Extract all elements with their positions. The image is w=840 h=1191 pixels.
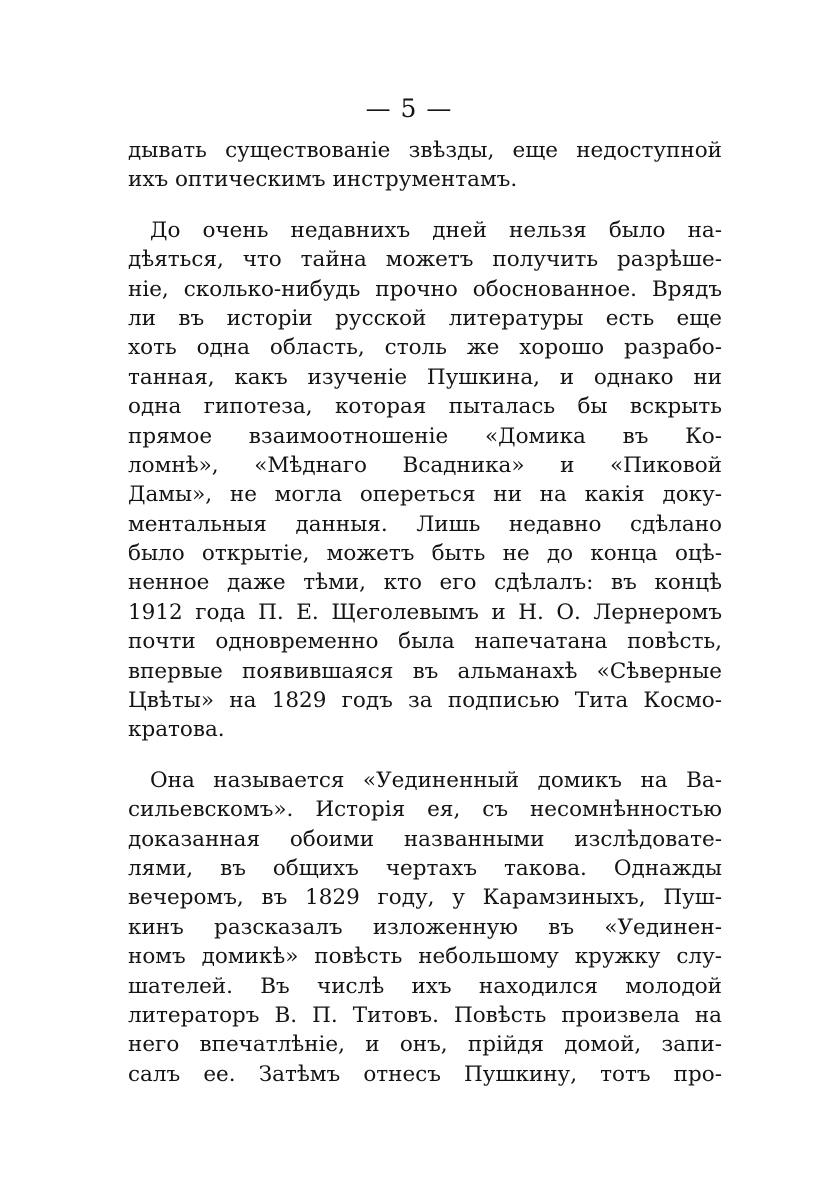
text-line: было открытіе, можетъ быть не до конца оцѣ- (128, 541, 722, 567)
text-line: Дамы», не могла опереться ни на какія доку- (128, 482, 722, 508)
text-line: лями, въ общихъ чертахъ такова. Однажды (128, 855, 722, 881)
text-line: литераторъ В. П. Титовъ. Повѣсть произвела на (128, 1002, 722, 1028)
page-number: — 5 — (365, 94, 453, 123)
text-line: танная, какъ изученіе Пушкина, и однако ни (128, 364, 722, 390)
text-line: ихъ оптическимъ инструментамъ. (128, 167, 518, 193)
text-line: кратова. (128, 717, 225, 743)
text-line: дѣяться, что тайна можетъ получить разрѣше- (128, 247, 722, 273)
text-line: вечеромъ, въ 1829 году, у Карамзиныхъ, Пуш- (128, 885, 722, 911)
text-line: сильевскомъ». Исторія ея, съ несомнѣнностью (128, 797, 722, 823)
text-line: впервые появившаяся въ альманахѣ «Сѣверные (128, 658, 722, 684)
text-line: одна гипотеза, которая пыталась бы вскрыть (128, 394, 722, 420)
text-line: ненное даже тѣми, кто его сдѣлалъ: въ концѣ (128, 570, 722, 596)
text-line: ли въ исторіи русской литературы есть еще (128, 305, 722, 331)
paragraph-gap (128, 745, 722, 766)
body-text (128, 136, 722, 1089)
text-line: ніе, сколько-нибудь прочно обоснованное. Врядъ (128, 276, 722, 302)
text-line: шателей. Въ числѣ ихъ находился молодой (128, 973, 722, 999)
text-line: ломнѣ», «Мѣднаго Всадника» и «Пиковой (128, 452, 722, 478)
text-line: ментальныя данныя. Лишь недавно сдѣлано (128, 511, 722, 537)
text-line: номъ домикѣ» повѣсть небольшому кружку слу- (128, 944, 722, 970)
text-line: почти одновременно была напечатана повѣсть, (128, 629, 722, 655)
text-line: прямое взаимоотношеніе «Домика въ Ко- (128, 423, 722, 449)
text-line: дывать существованіе звѣзды, еще недоступной (128, 138, 722, 163)
paragraph-gap (128, 195, 722, 216)
text-line: салъ ее. Затѣмъ отнесъ Пушкину, тотъ про- (128, 1061, 722, 1087)
text-line: хоть одна область, столь же хорошо разрабо- (128, 335, 722, 361)
text-line: него впечатлѣніе, и онъ, прійдя домой, запи- (128, 1032, 722, 1058)
text-line: доказанная обоими названными изслѣдовате- (128, 826, 722, 852)
text-line: Она называется «Уединенный домикъ на Ва- (150, 767, 722, 793)
text-line: До очень недавнихъ дней нельзя было на- (150, 217, 722, 243)
text-line: Цвѣты» на 1829 годъ за подписью Тита Космо- (128, 688, 722, 714)
text-line: кинъ разсказалъ изложенную въ «Уединен- (128, 914, 722, 940)
text-line: 1912 года П. Е. Щеголевымъ и Н. О. Лернеромъ (128, 599, 722, 625)
